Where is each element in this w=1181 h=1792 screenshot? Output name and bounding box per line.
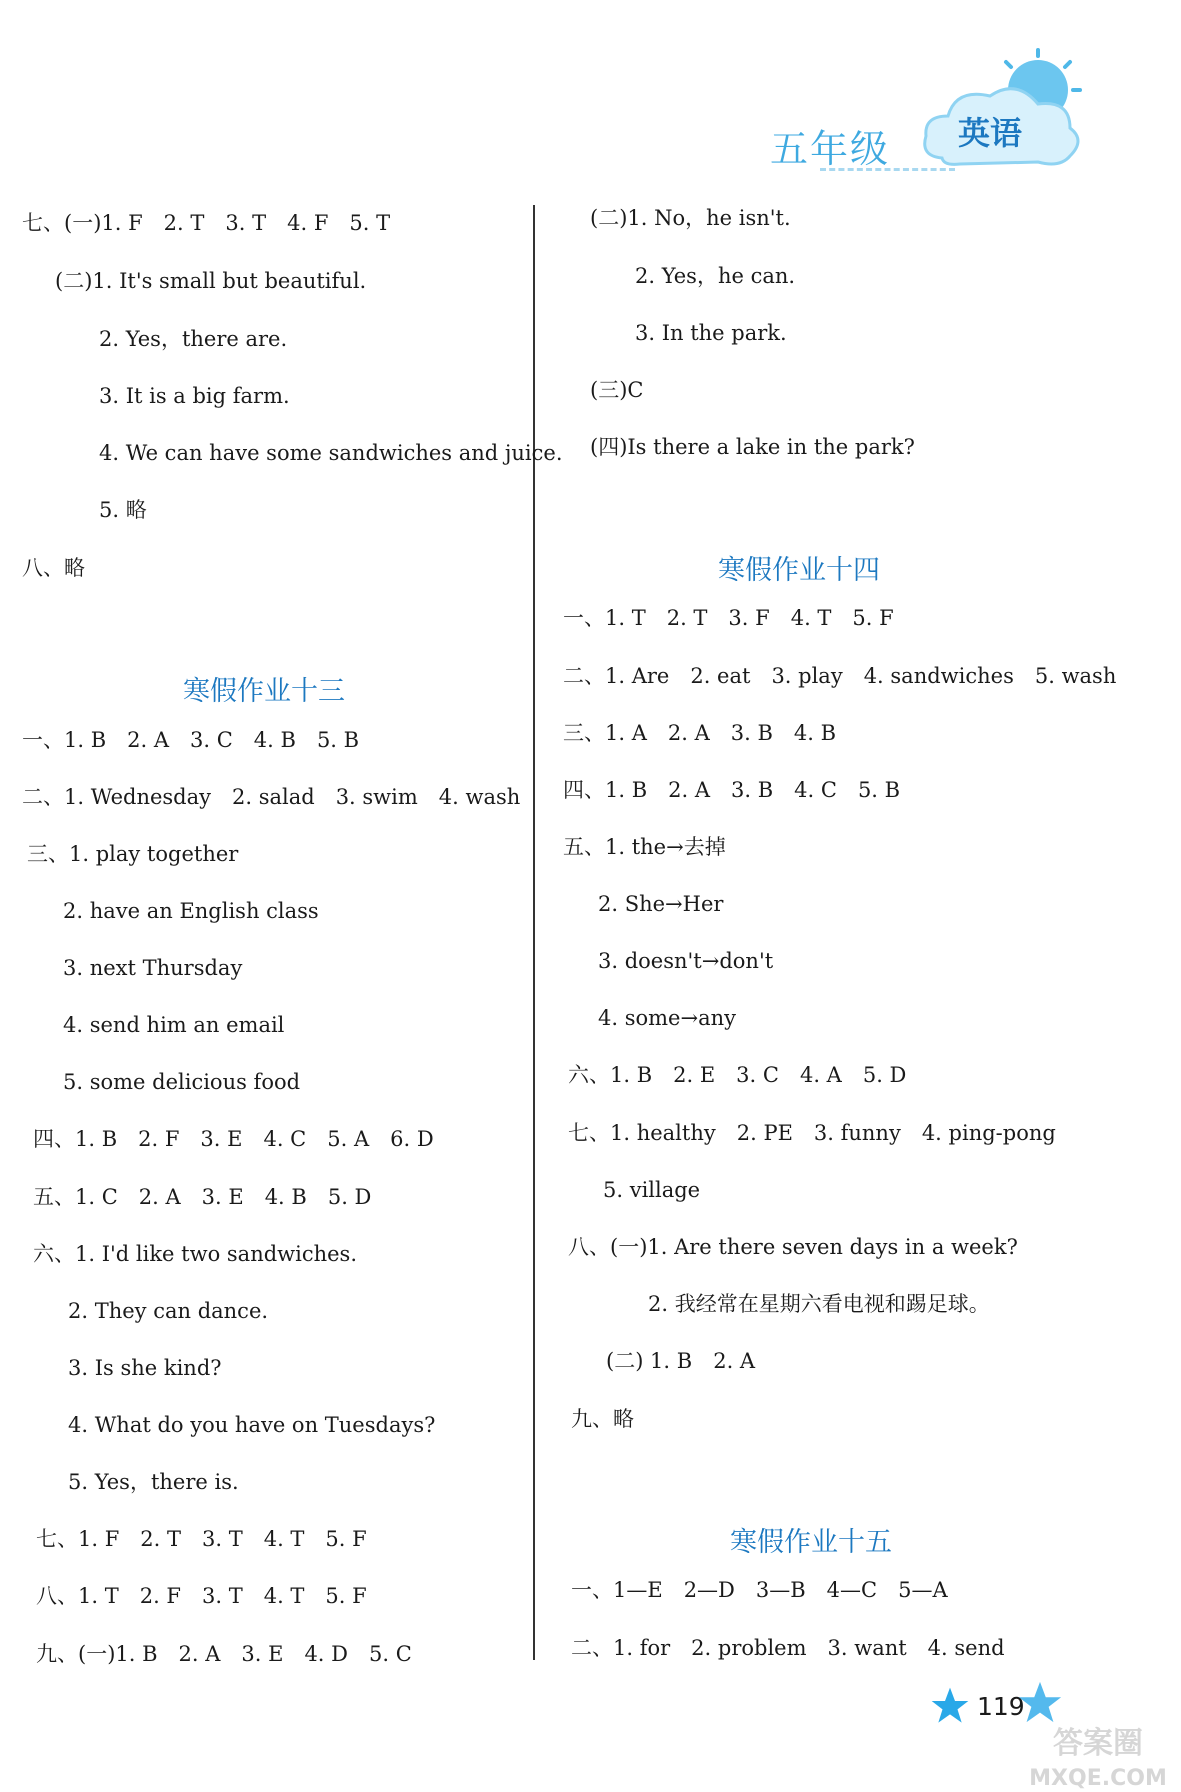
- watermark-logo: [1015, 1715, 1181, 1792]
- answer-line: (二)1. It's small but beautiful.: [55, 269, 367, 293]
- answer-line: 3. next Thursday: [63, 956, 243, 980]
- column-divider: [533, 205, 535, 1660]
- answer-line: 六、1. B 2. E 3. C 4. A 5. D: [568, 1063, 907, 1087]
- answer-line: 一、1. B 2. A 3. C 4. B 5. B: [22, 728, 360, 752]
- section-title: 寒假作业十三: [183, 676, 345, 707]
- answer-line: 4. What do you have on Tuesdays?: [68, 1413, 436, 1437]
- answer-line: 5. 略: [99, 498, 147, 522]
- answer-line: 九、略: [571, 1407, 634, 1431]
- answer-line: 四、1. B 2. A 3. B 4. C 5. B: [563, 778, 901, 802]
- answer-line: 七、1. healthy 2. PE 3. funny 4. ping-pong: [568, 1121, 1056, 1145]
- answer-line: 二、1. Wednesday 2. salad 3. swim 4. wash: [22, 785, 521, 809]
- answer-line: 4. We can have some sandwiches and juice.: [99, 441, 563, 465]
- answer-line: 八、略: [22, 556, 85, 580]
- answer-line: 2. have an English class: [63, 899, 319, 923]
- grade-label: 五年级: [770, 127, 891, 171]
- svg-text:答案圈: 答案圈: [1053, 1726, 1143, 1761]
- answer-line: 3. Is she kind?: [68, 1356, 222, 1380]
- answer-line: 5. some delicious food: [63, 1070, 301, 1094]
- answer-line: 2. They can dance.: [68, 1299, 269, 1323]
- answer-line: 一、1—E 2—D 3—B 4—C 5—A: [571, 1578, 948, 1602]
- subject-label: 英语: [958, 114, 1023, 152]
- answer-line: (二) 1. B 2. A: [606, 1349, 756, 1373]
- star-icon: [930, 1686, 970, 1726]
- answer-line: (三)C: [590, 378, 644, 402]
- answer-line: 八、1. T 2. F 3. T 4. T 5. F: [36, 1584, 367, 1608]
- answer-line: 4. send him an email: [63, 1013, 285, 1037]
- answer-line: 七、1. F 2. T 3. T 4. T 5. F: [36, 1527, 367, 1551]
- answer-line: 3. It is a big farm.: [99, 384, 290, 408]
- svg-text:MXQE.COM: MXQE.COM: [1029, 1766, 1167, 1791]
- answer-line: 四、1. B 2. F 3. E 4. C 5. A 6. D: [33, 1127, 434, 1151]
- answer-line: 八、(一)1. Are there seven days in a week?: [568, 1235, 1018, 1259]
- answer-line: 二、1. for 2. problem 3. want 4. send: [571, 1636, 1005, 1660]
- answer-line: (二)1. No，he isn't.: [590, 206, 791, 230]
- answer-line: 一、1. T 2. T 3. F 4. T 5. F: [563, 606, 894, 630]
- section-title: 寒假作业十四: [718, 555, 880, 586]
- answer-line: 二、1. Are 2. eat 3. play 4. sandwiches 5. wash: [563, 664, 1117, 688]
- answer-line: 六、1. I'd like two sandwiches.: [33, 1242, 358, 1266]
- page-number: 119: [977, 1692, 1025, 1721]
- answer-line: 2. Yes，he can.: [635, 264, 796, 288]
- answer-line: 三、1. A 2. A 3. B 4. B: [563, 721, 837, 745]
- answer-line: 5. Yes，there is.: [68, 1470, 239, 1494]
- answer-line: (四)Is there a lake in the park?: [590, 435, 915, 459]
- answer-line: 2. She→Her: [598, 892, 724, 916]
- answer-line: 九、(一)1. B 2. A 3. E 4. D 5. C: [36, 1642, 412, 1666]
- answer-line: 5. village: [603, 1178, 701, 1202]
- answer-line: 七、(一)1. F 2. T 3. T 4. F 5. T: [22, 211, 391, 235]
- answer-line: 五、1. the→去掉: [563, 835, 726, 859]
- answer-line: 4. some→any: [598, 1006, 736, 1030]
- answer-line: 3. In the park.: [635, 321, 787, 345]
- answer-line: 五、1. C 2. A 3. E 4. B 5. D: [33, 1185, 372, 1209]
- answer-line: 3. doesn't→don't: [598, 949, 774, 973]
- answer-line: 2. Yes，there are.: [99, 327, 288, 351]
- section-title: 寒假作业十五: [730, 1527, 892, 1558]
- answer-line: 三、1. play together: [27, 842, 239, 866]
- answer-line: 2. 我经常在星期六看电视和踢足球。: [648, 1292, 990, 1316]
